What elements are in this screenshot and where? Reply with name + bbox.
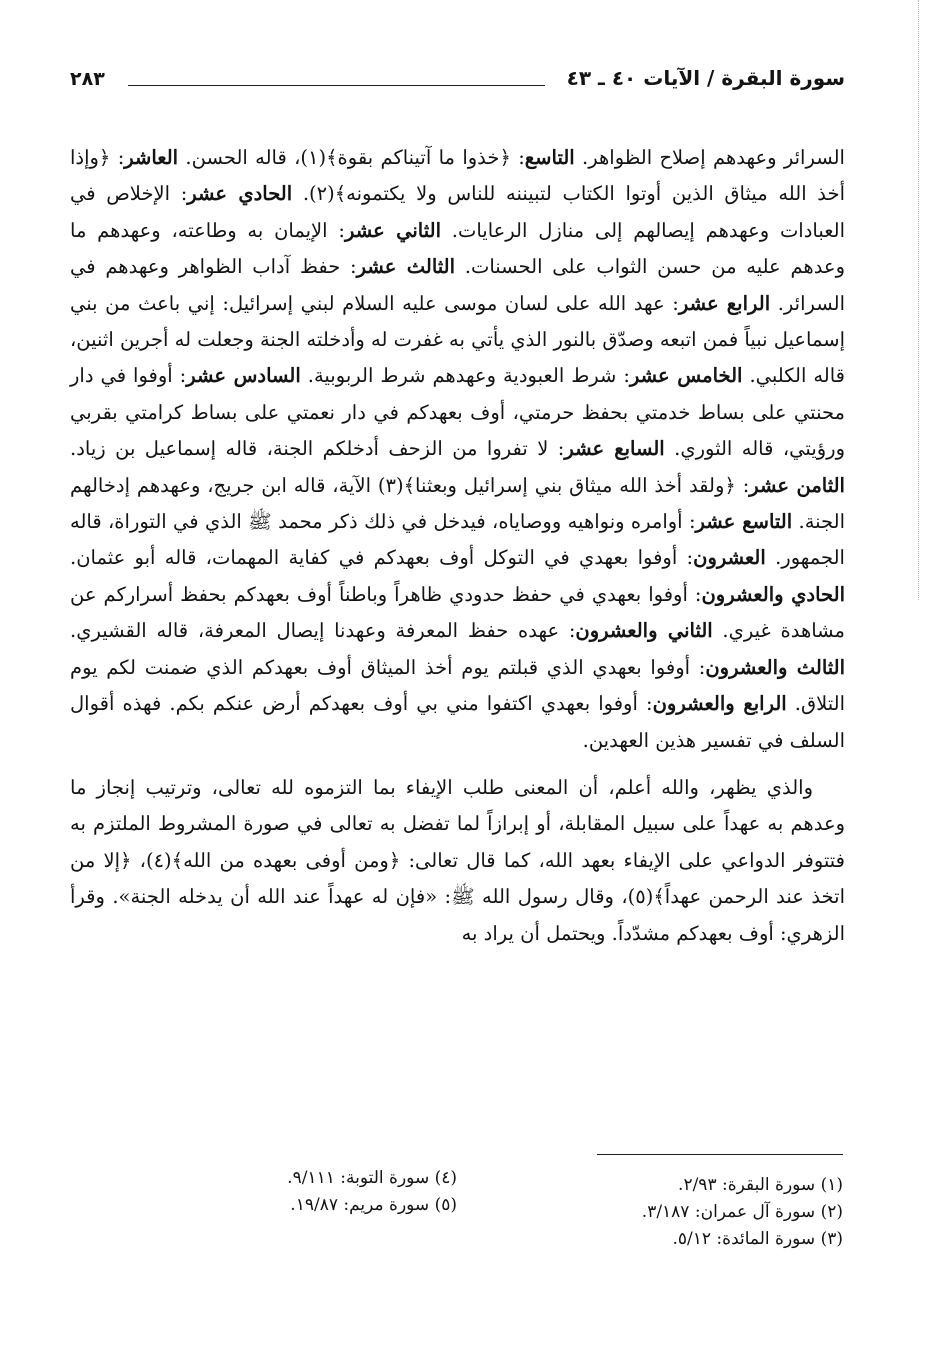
text-run: : أوفوا بعهدي في التوكل أوف بعهدكم في كفاية المهمات، قاله أبو عثمان. (70, 546, 694, 570)
text-run: : أوفوا بعهدي في حفظ حدودي ظاهراً وباطناً أوف بعهدكم بحفظ أسراركم عن مشاهدة غيري. (70, 582, 846, 643)
page-number: ٢٨٣ (70, 68, 105, 90)
text-run: : ﴿وإذا أخذ الله ميثاق الذين أوتوا الكتاب لتبيننه للناس ولا يكتمونه﴾(٢). (70, 146, 845, 206)
section-label: الخامس عشر (629, 364, 743, 388)
paragraph-1 (70, 140, 845, 759)
text-run: : حفظ آداب الظواهر وعهدهم في السرائر. (70, 255, 846, 315)
footnote-5: (٥) سورة مريم: ١٩/٨٧. (290, 1195, 457, 1215)
text-run: : شرط العبودية وعهدهم شرط الربوبية. (300, 364, 630, 388)
text-run: : لا تفروا من الزحف أدخلكم الجنة، قاله إسماعيل بن زياد. (70, 437, 565, 461)
section-label: الثالث والعشرون (705, 655, 845, 679)
section-label: العاشر (124, 146, 179, 169)
footnotes-right-column (573, 1172, 843, 1253)
section-label: الحادي عشر (187, 182, 293, 206)
section-label: الثامن عشر (749, 473, 845, 497)
section-label: الحادي والعشرون (701, 582, 845, 606)
section-label: الثالث عشر (356, 255, 456, 279)
text-run: : الإيمان به وطاعته، وعهدهم ما وعدهم عليه من حسن الثواب على الحسنات. (70, 218, 845, 279)
header-title: سورة البقرة / الآيات ٤٠ ـ ٤٣ (566, 66, 845, 90)
text-run: : عهده حفظ المعرفة وعهدنا إيصال المعرفة، قاله القشيري. (70, 619, 576, 643)
footnote-3: (٣) سورة المائدة: ٥/١٢. (672, 1229, 843, 1249)
section-label: الرابع والعشرون (652, 692, 787, 716)
scan-edge-artifact (916, 0, 919, 600)
text-run: والذي يظهر، والله أعلم، أن المعنى طلب الإيفاء بما التزموه لله تعالى، وترتيب إنجاز ما وعدهم به عهداً على سبيل المقابلة، أو إبرازاً لما تفضل به تعالى في صورة المشروط الملتزم به فتتوفر الدواعي على الإيفاء بعهد الله، كما قال تعالى: ﴿ومن أوفى بعهده من الله﴾(٤)، ﴿إلا من اتخذ عند الرحمن عهداً﴾(٥)، وقال رسول الله ﷺ: «فإن له عهداً عند الله أن يدخله الجنة». وقرأ الزهري: أوف بعهدكم مشدّداً. ويحتمل أن يراد به (70, 775, 845, 945)
section-label: التاسع (524, 146, 575, 169)
text-run: : ﴿ولقد أخذ الله ميثاق بني إسرائيل وبعثنا﴾(٣) الآية، قاله ابن جريج، وعهدهم إدخالهم الجنة. (70, 473, 845, 534)
section-label: التاسع عشر (695, 510, 793, 534)
text-run: : ﴿خذوا ما آتيناكم بقوة﴾(١)، قاله الحسن. (178, 146, 525, 169)
text-run: : أوفوا بعهدي اكتفوا مني بي أوف بعهدكم أرض عنكم بكم. فهذه أقوال السلف في تفسير هذين العهدين. (70, 692, 845, 752)
footnotes-left-column (177, 1165, 457, 1219)
text-run: : أوامره ونواهيه ووصاياه، فيدخل في ذلك ذكر محمد ﷺ الذي في التوراة، قاله الجمهور. (70, 510, 845, 570)
section-label: الثاني عشر (344, 218, 441, 242)
text-run: السرائر وعهدهم إصلاح الظواهر. (574, 146, 845, 169)
running-header (70, 66, 845, 98)
paragraph-2 (70, 770, 845, 952)
section-label: الرابع عشر (678, 291, 771, 315)
footnote-1: (١) سورة البقرة: ٢/٩٣. (678, 1175, 843, 1195)
section-label: السادس عشر (186, 364, 301, 388)
section-label: الثاني والعشرون (575, 619, 713, 643)
body-text (70, 140, 845, 952)
section-label: العشرون (693, 546, 766, 570)
footnote-4: (٤) سورة التوبة: ٩/١١١. (287, 1168, 457, 1188)
header-rule (128, 85, 545, 86)
footnote-2: (٢) سورة آل عمران: ٣/١٨٧. (641, 1202, 843, 1222)
section-label: السابع عشر (564, 437, 665, 461)
footnote-separator (597, 1154, 843, 1155)
text-run: : الإخلاص في العبادات وعهدهم إيصالهم إلى منازل الرعايات. (70, 182, 845, 242)
text-run: : عهد الله على لسان موسى عليه السلام لبني إسرائيل: إني باعث من بني إسماعيل نبياً فمن اتبعه وصدّق بالنور الذي يأتي به غفرت له وأدخلته الجنة وجعلت له أجرين اثنين، قاله الكلبي. (70, 291, 846, 388)
text-run: : أوفوا في دار محنتي على بساط خدمتي بحفظ حرمتي، أوف بعهدكم في دار نعمتي على بساط كرامتي بقربي ورؤيتي، قاله الثوري. (70, 364, 845, 461)
text-run: : أوفوا بعهدي الذي قبلتم يوم أخذ الميثاق أوف بعهدكم الذي ضمنت لكم يوم التلاق. (70, 655, 846, 716)
